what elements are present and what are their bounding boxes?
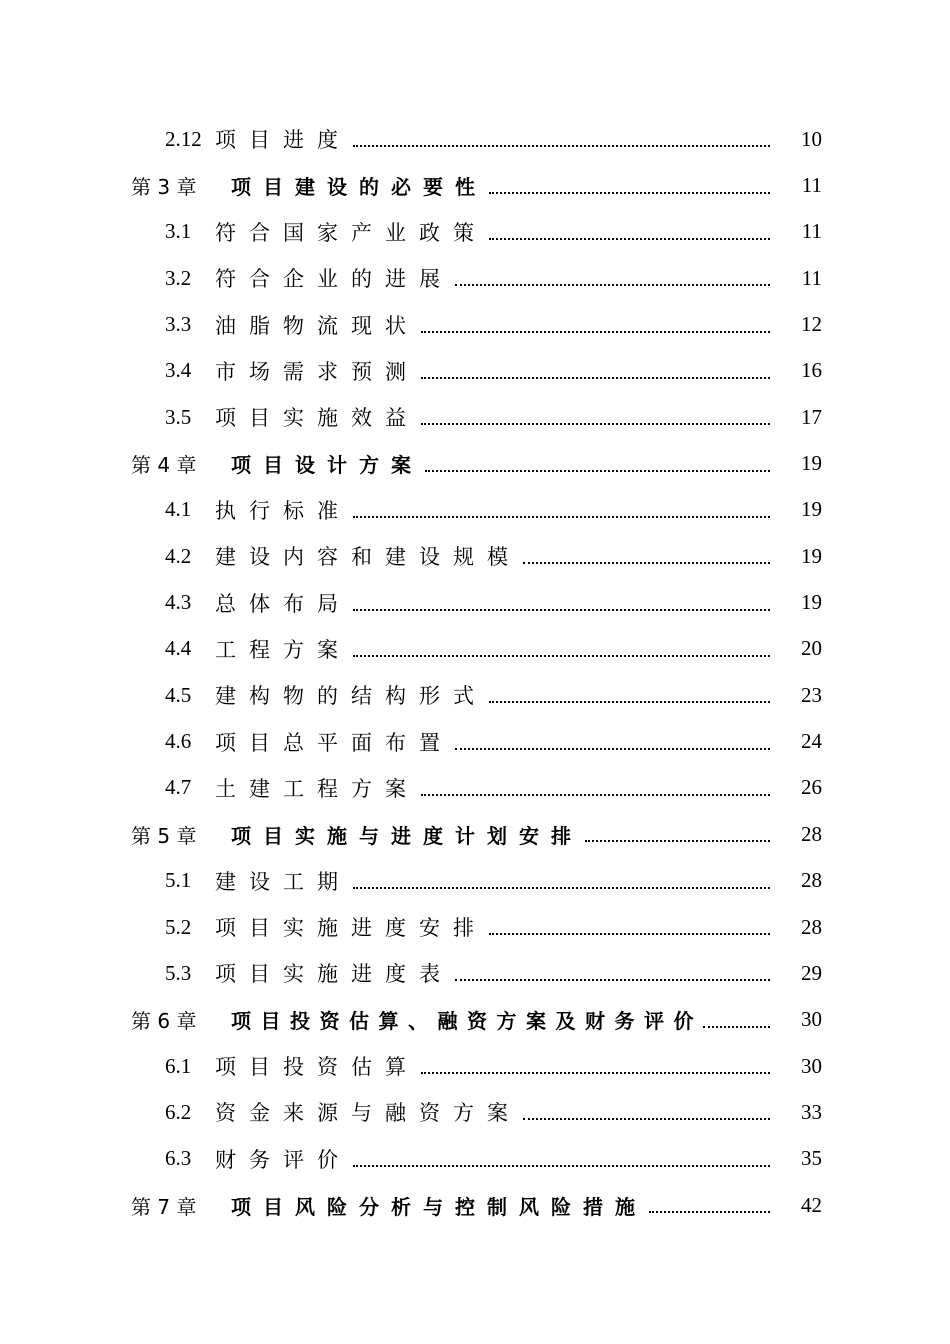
toc-page-number: 28	[801, 914, 822, 939]
toc-page-number: 26	[801, 775, 822, 800]
toc-dot-leader	[455, 748, 770, 750]
toc-chapter-title: 项目实施与进度计划安排	[231, 823, 583, 848]
toc-entry-title: 项目实施进度表	[215, 962, 453, 987]
toc-entry-title: 建设内容和建设规模	[215, 545, 521, 570]
toc-page-number: 19	[801, 451, 822, 476]
toc-page-number: 19	[801, 497, 822, 522]
toc-dot-leader	[489, 933, 770, 935]
toc-dot-leader	[703, 1026, 770, 1028]
toc-entry-title: 财务评价	[215, 1147, 351, 1172]
toc-page-number: 17	[801, 404, 822, 429]
toc-page-number: 20	[801, 636, 822, 661]
toc-dot-leader	[421, 331, 770, 333]
toc-entry-number: 3.5	[165, 404, 192, 429]
toc-entry-6-2[interactable]	[0, 1089, 950, 1135]
toc-chapter-4[interactable]	[0, 440, 950, 486]
toc-chapter-title: 项目建设的必要性	[231, 175, 487, 200]
toc-entry-number: 4.2	[165, 543, 192, 568]
toc-entry-title: 资金来源与融资方案	[215, 1101, 521, 1126]
toc-entry-number: 3.3	[165, 312, 192, 337]
toc-dot-leader	[421, 377, 770, 379]
toc-chapter-3[interactable]	[0, 162, 950, 208]
toc-entry-title: 项目实施效益	[215, 406, 419, 431]
toc-dot-leader	[353, 145, 770, 147]
toc-entry-3-3[interactable]	[0, 301, 950, 347]
toc-entry-title: 总体布局	[215, 591, 351, 616]
toc-entry-number: 3.1	[165, 219, 192, 244]
toc-entry-number: 5.3	[165, 960, 192, 985]
toc-dot-leader	[421, 794, 770, 796]
toc-entry-title: 项目实施进度安排	[215, 916, 487, 941]
toc-dot-leader	[489, 192, 770, 194]
toc-entry-3-4[interactable]	[0, 348, 950, 394]
toc-entry-number: 4.5	[165, 682, 192, 707]
toc-chapter-7[interactable]	[0, 1182, 950, 1228]
toc-dot-leader	[421, 1072, 770, 1074]
toc-entry-number: 4.4	[165, 636, 192, 661]
toc-dot-leader	[489, 701, 770, 703]
toc-entry-title: 市场需求预测	[215, 359, 419, 384]
toc-dot-leader	[353, 887, 770, 889]
toc-entry-number: 6.3	[165, 1146, 192, 1171]
toc-page-number: 11	[801, 219, 822, 244]
toc-entry-title: 项目进度	[215, 128, 351, 153]
toc-entry-4-4[interactable]	[0, 626, 950, 672]
toc-chapter-6[interactable]	[0, 997, 950, 1043]
toc-chapter-title: 项目风险分析与控制风险措施	[231, 1194, 647, 1219]
toc-entry-title: 符合企业的进展	[215, 267, 453, 292]
toc-chapter-number: 第 5 章	[131, 823, 197, 848]
toc-dot-leader	[425, 470, 770, 472]
toc-entry-title: 土建工程方案	[215, 776, 419, 801]
toc-entry-4-1[interactable]	[0, 487, 950, 533]
toc-chapter-5[interactable]	[0, 811, 950, 857]
toc-entry-4-2[interactable]	[0, 533, 950, 579]
toc-entry-number: 3.4	[165, 358, 192, 383]
toc-dot-leader	[585, 840, 770, 842]
toc-entry-6-3[interactable]	[0, 1136, 950, 1182]
toc-dot-leader	[455, 284, 770, 286]
toc-page-number: 33	[801, 1099, 822, 1124]
toc-entry-number: 4.3	[165, 590, 192, 615]
toc-page-number: 16	[801, 358, 822, 383]
toc-entry-3-5[interactable]	[0, 394, 950, 440]
toc-entry-title: 工程方案	[215, 637, 351, 662]
table-of-contents	[0, 116, 950, 1228]
toc-entry-2-12[interactable]	[0, 116, 950, 162]
toc-chapter-number: 第 3 章	[131, 175, 197, 200]
toc-entry-number: 5.2	[165, 914, 192, 939]
toc-chapter-title: 项目投资估算、融资方案及财务评价	[231, 1009, 703, 1034]
toc-page-number: 19	[801, 590, 822, 615]
toc-entry-3-1[interactable]	[0, 209, 950, 255]
toc-entry-4-3[interactable]	[0, 579, 950, 625]
toc-entry-number: 2.12	[165, 126, 202, 151]
toc-page-number: 42	[801, 1192, 822, 1217]
toc-entry-5-3[interactable]	[0, 950, 950, 996]
toc-page-number: 30	[801, 1007, 822, 1032]
toc-entry-number: 4.1	[165, 497, 192, 522]
toc-dot-leader	[353, 655, 770, 657]
toc-page-number: 23	[801, 682, 822, 707]
toc-dot-leader	[489, 238, 770, 240]
toc-entry-number: 3.2	[165, 265, 192, 290]
toc-chapter-number: 第 4 章	[131, 453, 197, 478]
toc-entry-3-2[interactable]	[0, 255, 950, 301]
toc-chapter-title: 项目设计方案	[231, 453, 423, 478]
toc-entry-number: 5.1	[165, 868, 192, 893]
toc-page-number: 30	[801, 1053, 822, 1078]
toc-entry-title: 建设工期	[215, 869, 351, 894]
toc-page-number: 10	[801, 126, 822, 151]
toc-entry-4-6[interactable]	[0, 718, 950, 764]
toc-page-number: 19	[801, 543, 822, 568]
toc-page-number: 12	[801, 312, 822, 337]
toc-entry-title: 项目总平面布置	[215, 730, 453, 755]
toc-page-number: 28	[801, 868, 822, 893]
toc-dot-leader	[353, 1165, 770, 1167]
toc-entry-number: 6.1	[165, 1053, 192, 1078]
toc-dot-leader	[523, 1118, 770, 1120]
toc-page-number: 11	[801, 265, 822, 290]
toc-entry-title: 符合国家产业政策	[215, 220, 487, 245]
toc-dot-leader	[649, 1211, 770, 1213]
toc-entry-title: 执行标准	[215, 498, 351, 523]
toc-entry-4-7[interactable]	[0, 765, 950, 811]
toc-entry-5-2[interactable]	[0, 904, 950, 950]
toc-entry-5-1[interactable]	[0, 858, 950, 904]
toc-dot-leader	[523, 562, 770, 564]
toc-chapter-number: 第 7 章	[131, 1194, 197, 1219]
toc-entry-title: 项目投资估算	[215, 1055, 419, 1080]
toc-dot-leader	[421, 423, 770, 425]
toc-chapter-number: 第 6 章	[131, 1009, 197, 1034]
toc-entry-6-1[interactable]	[0, 1043, 950, 1089]
toc-dot-leader	[353, 516, 770, 518]
toc-entry-title: 油脂物流现状	[215, 313, 419, 338]
toc-page-number: 11	[801, 173, 822, 198]
toc-dot-leader	[455, 979, 770, 981]
toc-entry-number: 4.6	[165, 729, 192, 754]
toc-entry-title: 建构物的结构形式	[215, 684, 487, 709]
toc-entry-number: 6.2	[165, 1099, 192, 1124]
toc-page-number: 29	[801, 960, 822, 985]
toc-dot-leader	[353, 609, 770, 611]
toc-page-number: 24	[801, 729, 822, 754]
toc-page-number: 28	[801, 821, 822, 846]
toc-entry-4-5[interactable]	[0, 672, 950, 718]
toc-page-number: 35	[801, 1146, 822, 1171]
toc-entry-number: 4.7	[165, 775, 192, 800]
